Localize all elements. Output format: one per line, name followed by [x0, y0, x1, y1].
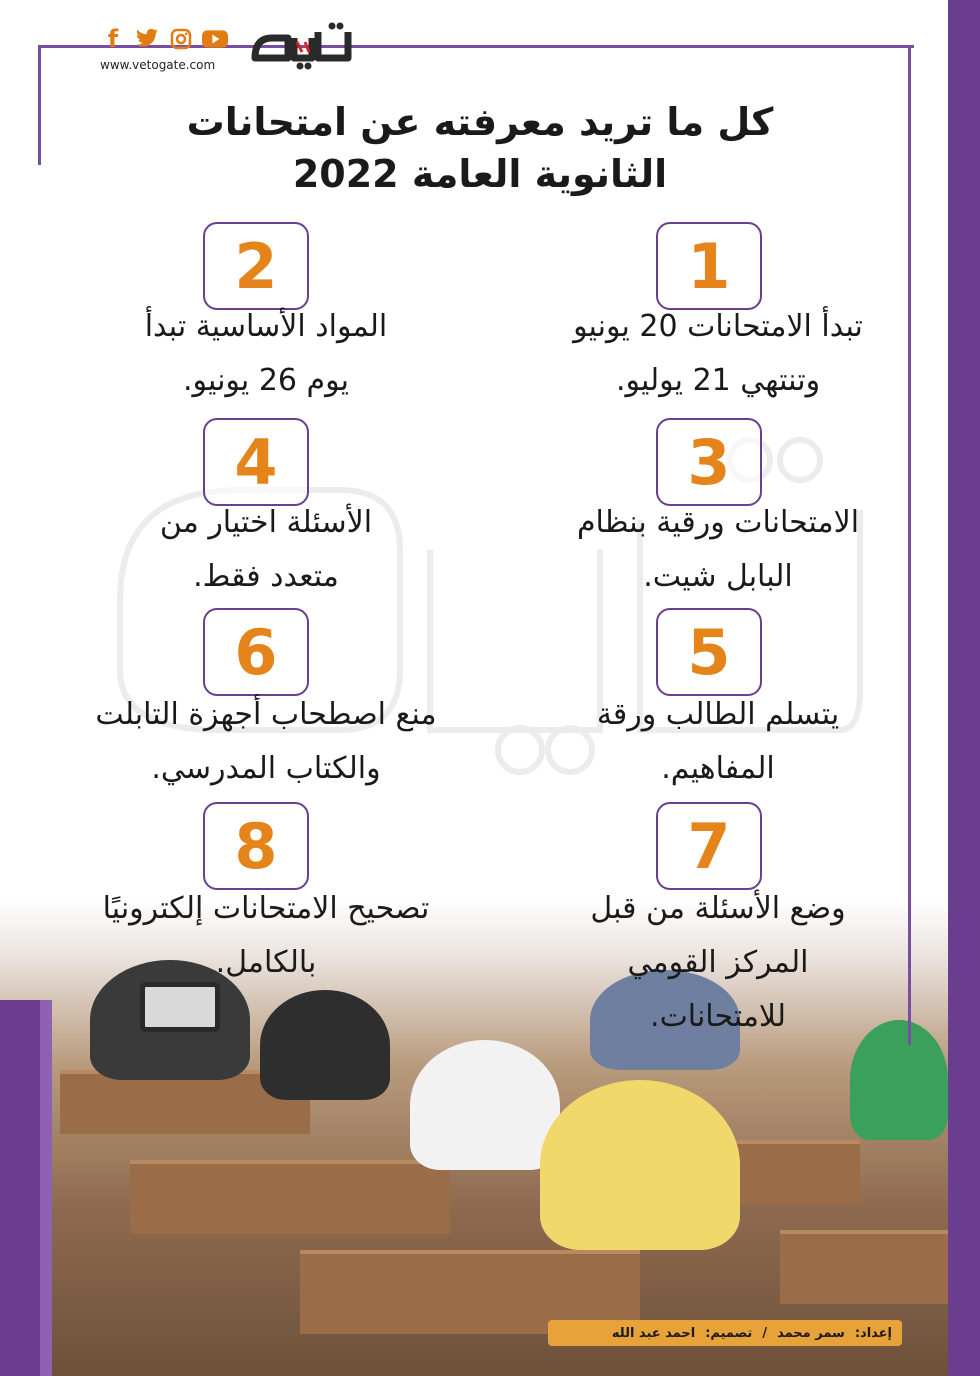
item-text-line: للامتحانات.: [650, 999, 786, 1034]
prep-name: سمر محمد: [777, 1325, 845, 1341]
item-text-line: الأسئلة اختيار من: [159, 505, 373, 540]
right-accent-bar: [948, 0, 980, 1376]
item-text-line: بالكامل.: [215, 945, 317, 980]
item-number-1: 1: [656, 222, 762, 310]
youtube-icon[interactable]: [202, 26, 228, 52]
prep-label: إعداد:: [854, 1325, 892, 1341]
item-text-line: وضع الأسئلة من قبل: [590, 891, 846, 926]
item-number-4: 4: [203, 418, 309, 506]
item-text-line: المفاهيم.: [661, 751, 775, 786]
page-title-line-2: الثانوية العامة 2022: [292, 152, 668, 196]
frame-left-line: [38, 45, 41, 165]
item-number-6: 6: [203, 608, 309, 696]
item-text-line: الامتحانات ورقية بنظام: [576, 505, 860, 540]
left-accent-bar-inner: [40, 1000, 52, 1376]
social-icons: [100, 26, 228, 52]
item-number-5: 5: [656, 608, 762, 696]
page-title-line-1: كل ما تريد معرفته عن امتحانات: [186, 100, 774, 144]
left-accent-bar: [0, 1000, 40, 1376]
item-text-5: [508, 688, 928, 796]
site-url[interactable]: www.vetogate.com: [100, 58, 216, 72]
item-number-3: 3: [656, 418, 762, 506]
item-text-line: والكتاب المدرسي.: [151, 751, 381, 786]
twitter-icon[interactable]: [134, 26, 160, 52]
item-text-1: [508, 300, 928, 408]
item-text-8: [56, 882, 476, 990]
item-text-line: المركز القومي: [627, 945, 809, 980]
item-text-4: [56, 496, 476, 604]
student: [260, 990, 390, 1100]
desk: [130, 1160, 450, 1234]
design-label: تصميم:: [705, 1325, 753, 1341]
item-text-6: [56, 688, 476, 796]
item-number-7: 7: [656, 802, 762, 890]
item-number-2: 2: [203, 222, 309, 310]
facebook-icon[interactable]: f: [107, 25, 119, 53]
student: [540, 1080, 740, 1250]
item-text-line: تصحيح الامتحانات إلكترونيًا: [102, 891, 430, 926]
item-text-line: يتسلم الطالب ورقة: [596, 697, 840, 732]
item-text-2: [56, 300, 476, 408]
item-text-line: يوم 26 يونيو.: [183, 363, 349, 398]
item-text-3: [508, 496, 928, 604]
item-text-line: منع اصطحاب أجهزة التابلت: [95, 697, 437, 732]
credits-separator: /: [762, 1325, 768, 1341]
design-name: احمد عبد الله: [611, 1325, 696, 1341]
item-text-line: متعدد فقط.: [193, 559, 339, 594]
item-text-line: البابل شيت.: [643, 559, 793, 594]
item-number-8: 8: [203, 802, 309, 890]
credits-bar: [548, 1320, 902, 1346]
item-text-line: المواد الأساسية تبدأ: [144, 309, 388, 344]
item-text-line: تبدأ الامتحانات 20 يونيو: [573, 309, 863, 344]
instagram-icon[interactable]: [168, 26, 194, 52]
vetogate-logo: [250, 22, 355, 72]
student: [410, 1040, 560, 1170]
desk: [780, 1230, 948, 1304]
item-text-7: [508, 882, 928, 1044]
item-text-line: وتنتهي 21 يوليو.: [615, 363, 821, 398]
